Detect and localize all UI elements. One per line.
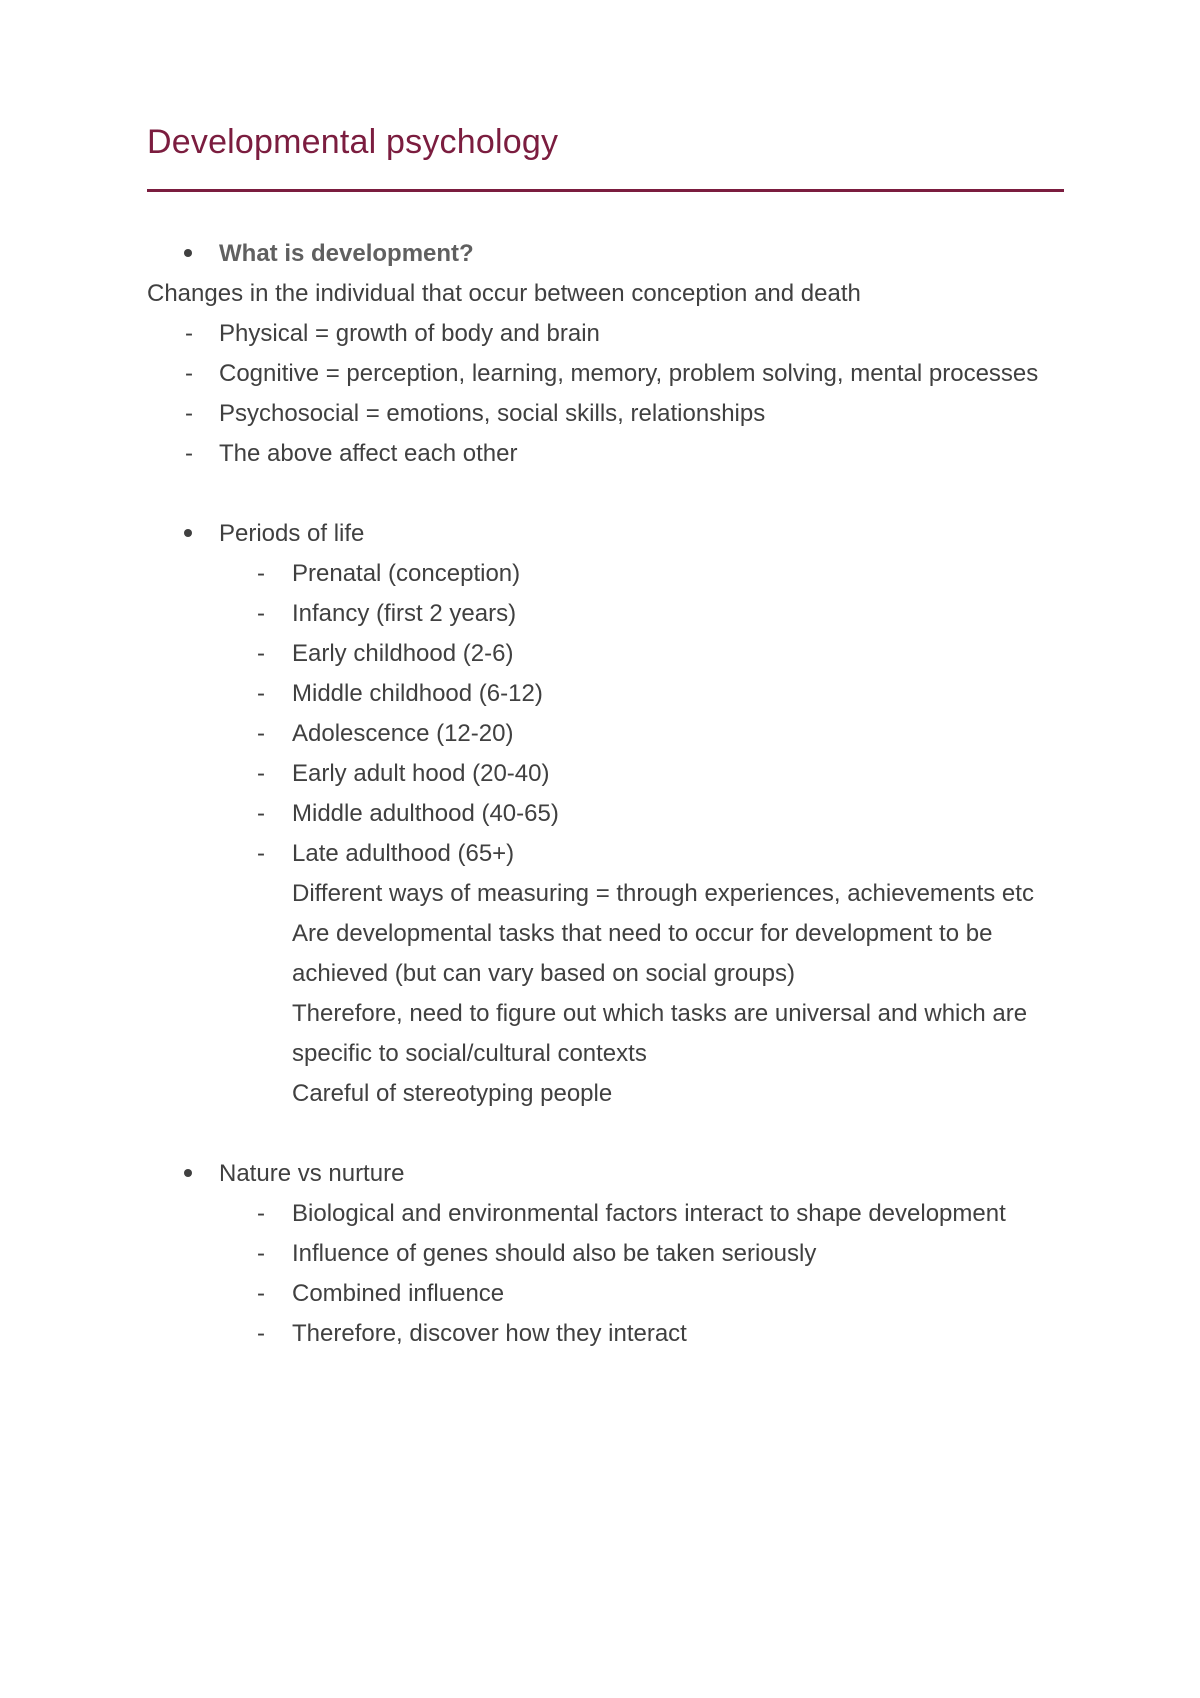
bullet-nature-vs-nurture <box>147 1154 1064 1194</box>
dash-icon: - <box>257 1320 265 1347</box>
bullet-periods-of-life <box>147 514 1064 554</box>
dash-icon: - <box>257 1240 265 1267</box>
periods-note: Different ways of measuring = through experiences, achievements etc <box>292 880 1034 907</box>
page-title: Developmental psychology <box>147 123 559 161</box>
list-item: - Influence of genes should also be taken seriously <box>147 1234 1064 1274</box>
list-item: - Biological and environmental factors interact to shape development <box>147 1194 1064 1234</box>
document-body <box>147 234 1064 1354</box>
definition-text: Changes in the individual that occur between conception and death <box>147 280 861 307</box>
list-item: - Cognitive = perception, learning, memory, problem solving, mental processes <box>147 354 1064 394</box>
list-item: - Middle adulthood (40-65) <box>147 794 1064 834</box>
list-item: - Psychosocial = emotions, social skills, relationships <box>147 394 1064 434</box>
dash-icon: - <box>185 360 193 387</box>
periods-list <box>147 554 1064 874</box>
list-item: - Adolescence (12-20) <box>147 714 1064 754</box>
list-item: - Early adult hood (20-40) <box>147 754 1064 794</box>
nature-list <box>147 1194 1064 1354</box>
dash-icon: - <box>257 760 265 787</box>
list-item: - Therefore, discover how they interact <box>147 1314 1064 1354</box>
development-list <box>147 314 1064 474</box>
dash-icon: - <box>185 400 193 427</box>
periods-note: Careful of stereotyping people <box>292 1080 613 1107</box>
bullet-what-is-development <box>147 234 1064 274</box>
list-item: - Early childhood (2-6) <box>147 634 1064 674</box>
periods-note: Are developmental tasks that need to occur for development to be achieved (but can vary based on social groups) <box>292 920 993 987</box>
list-item: - Late adulthood (65+) <box>147 834 1064 874</box>
list-item: - The above affect each other <box>147 434 1064 474</box>
section-heading: Periods of life <box>219 520 365 547</box>
section-heading: What is development? <box>219 240 474 267</box>
dash-icon: - <box>257 640 265 667</box>
list-item: - Prenatal (conception) <box>147 554 1064 594</box>
dash-icon: - <box>185 440 193 467</box>
dash-icon: - <box>185 320 193 347</box>
dash-icon: - <box>257 1280 265 1307</box>
bullet-dot-icon <box>184 249 192 257</box>
bullet-dot-icon <box>184 1169 192 1177</box>
dash-icon: - <box>257 720 265 747</box>
section-heading: Nature vs nurture <box>219 1160 405 1187</box>
list-item: - Infancy (first 2 years) <box>147 594 1064 634</box>
list-item: - Middle childhood (6-12) <box>147 674 1064 714</box>
dash-icon: - <box>257 800 265 827</box>
periods-note: Therefore, need to figure out which tasks are universal and which are specific to social/cultural contexts <box>292 1000 1028 1067</box>
dash-icon: - <box>257 840 265 867</box>
title-divider <box>147 189 1064 192</box>
dash-icon: - <box>257 600 265 627</box>
list-item: - Physical = growth of body and brain <box>147 314 1064 354</box>
list-item: - Combined influence <box>147 1274 1064 1314</box>
dash-icon: - <box>257 680 265 707</box>
dash-icon: - <box>257 1200 265 1227</box>
dash-icon: - <box>257 560 265 587</box>
bullet-dot-icon <box>184 529 192 537</box>
